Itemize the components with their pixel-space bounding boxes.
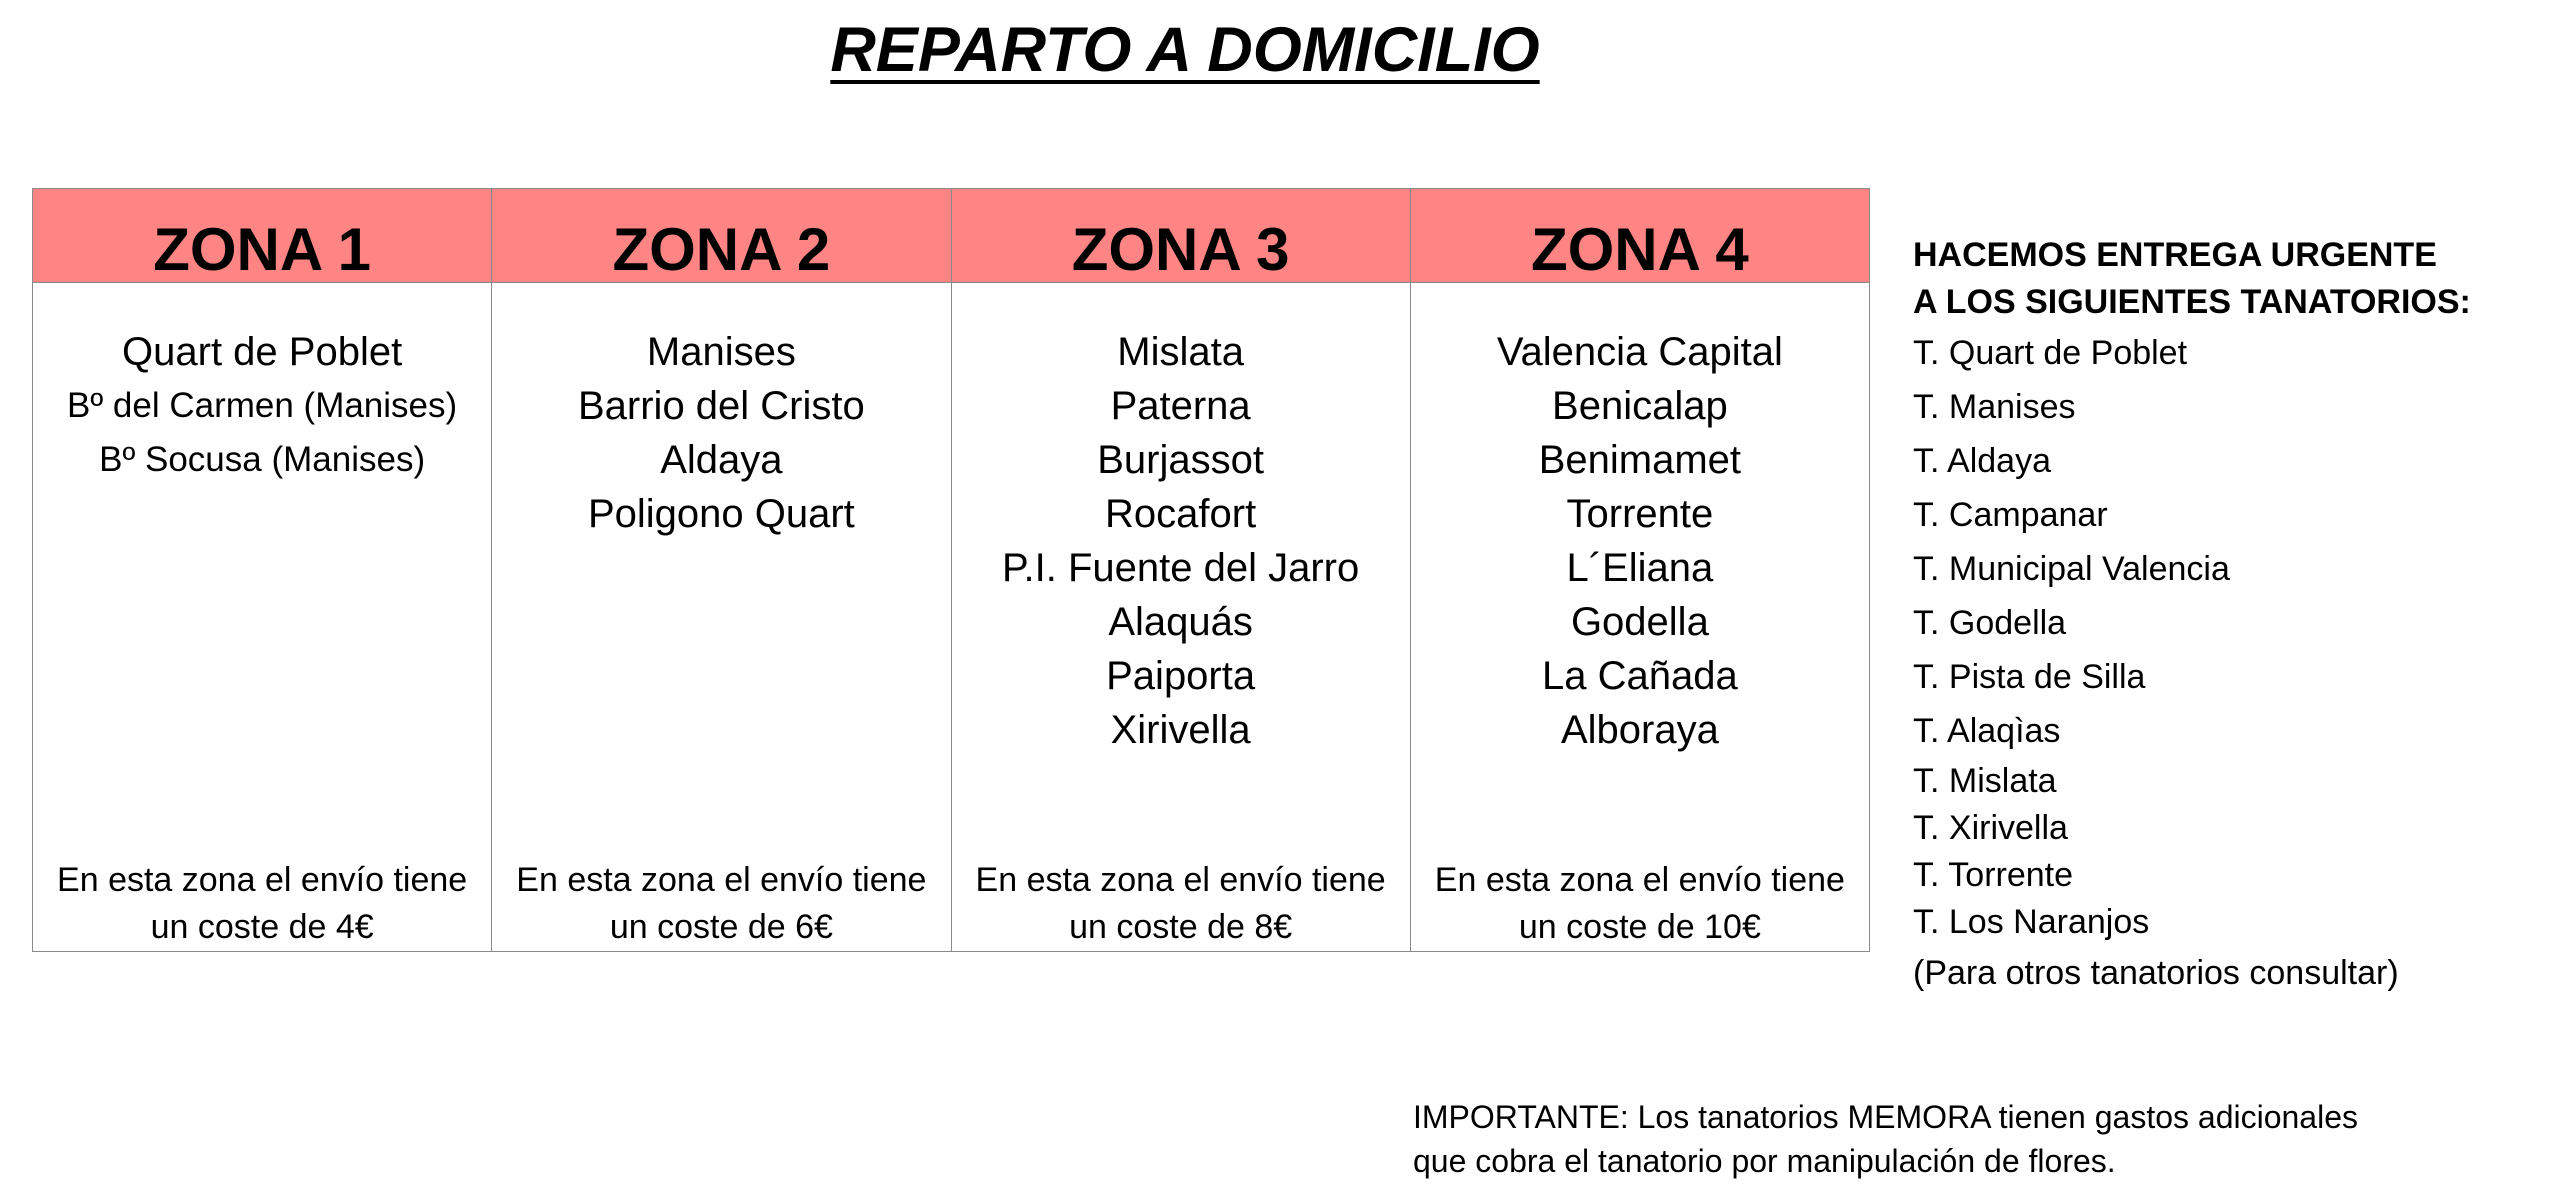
zone-place: Bº del Carmen (Manises) [67,386,458,425]
notice-line: IMPORTANTE: Los tanatorios MEMORA tienen gastos adicionales [1413,1099,2358,1135]
zone-cost-text [1411,857,1869,951]
heading-line: HACEMOS ENTREGA URGENTE [1913,236,2437,274]
zone-column-4 [1411,189,1869,951]
zone-cost-line: En esta zona el envío tiene [1434,861,1845,899]
zone-place: Paiporta [1106,654,1256,698]
zone-place: Rocafort [1105,492,1257,536]
zone-header: ZONA 1 [33,189,491,283]
zone-place: Alaquás [1108,600,1253,644]
zone-place: Benimamet [1538,438,1742,482]
zone-places-list [492,325,950,541]
zone-cost-line: En esta zona el envío tiene [516,861,927,899]
zone-place: Valencia Capital [1496,330,1783,374]
zones-table [32,188,1870,952]
zone-place: La Cañada [1542,654,1738,698]
notice-line: que cobra el tanatorio por manipulación de flores. [1413,1143,2116,1179]
zone-cost-line: un coste de 8€ [1069,908,1293,946]
funeral-home-item: T. Xirivella [1913,809,2068,847]
zone-cost-text [33,857,491,951]
urgent-delivery-panel [1913,232,2553,1000]
zone-place: Poligono Quart [587,492,855,536]
zone-place: Bº Socusa (Manises) [99,440,426,479]
zone-cost-text [952,857,1410,951]
zone-cost-line: En esta zona el envío tiene [975,861,1386,899]
zone-place: L´Eliana [1566,546,1714,590]
funeral-home-item: T. Quart de Poblet [1913,334,2188,372]
zone-place: Torrente [1566,492,1714,536]
page-title: REPARTO A DOMICILIO [830,15,1540,85]
funeral-home-item: T. Pista de Silla [1913,658,2146,696]
zone-place: Aldaya [660,438,783,482]
consult-note: (Para otros tanatorios consultar) [1913,954,2399,992]
zone-column-1 [33,189,492,951]
zone-place: Alboraya [1560,708,1719,752]
zone-cost-line: un coste de 10€ [1518,908,1761,946]
funeral-home-item: T. Los Naranjos [1913,903,2150,941]
zone-place: Manises [646,330,796,374]
important-notice [1413,1095,2358,1183]
zone-place: Barrio del Cristo [577,384,865,428]
funeral-home-item: T. Mislata [1913,762,2057,800]
zone-cost-line: En esta zona el envío tiene [57,861,468,899]
funeral-home-item: T. Municipal Valencia [1913,550,2230,588]
zone-header: ZONA 2 [492,189,950,283]
zone-column-2 [492,189,951,951]
funeral-home-item: T. Alaqìas [1913,712,2061,750]
zone-cost-text [492,857,950,951]
zone-place: Xirivella [1110,708,1251,752]
urgent-delivery-heading [1913,232,2553,326]
funeral-home-list [1913,326,2553,946]
zone-places-list [1411,325,1869,757]
funeral-home-item: T. Manises [1913,388,2076,426]
zone-places-list [33,325,491,487]
zone-place: Godella [1570,600,1709,644]
zone-cost-line: un coste de 4€ [150,908,374,946]
zone-place: Burjassot [1097,438,1264,482]
zone-cost-line: un coste de 6€ [609,908,833,946]
zone-header: ZONA 4 [1411,189,1869,283]
funeral-home-item: T. Aldaya [1913,442,2051,480]
funeral-home-item: T. Torrente [1913,856,2074,894]
zone-place: Quart de Poblet [122,330,403,374]
zone-column-3 [952,189,1411,951]
zone-place: Mislata [1117,330,1244,374]
funeral-home-item: T. Campanar [1913,496,2108,534]
zone-place: P.I. Fuente del Jarro [1002,546,1360,590]
zone-places-list [952,325,1410,757]
zone-place: Benicalap [1552,384,1728,428]
heading-line: A LOS SIGUIENTES TANATORIOS: [1913,283,2471,321]
zone-header: ZONA 3 [952,189,1410,283]
funeral-home-item: T. Godella [1913,604,2067,642]
zone-place: Paterna [1110,384,1251,428]
